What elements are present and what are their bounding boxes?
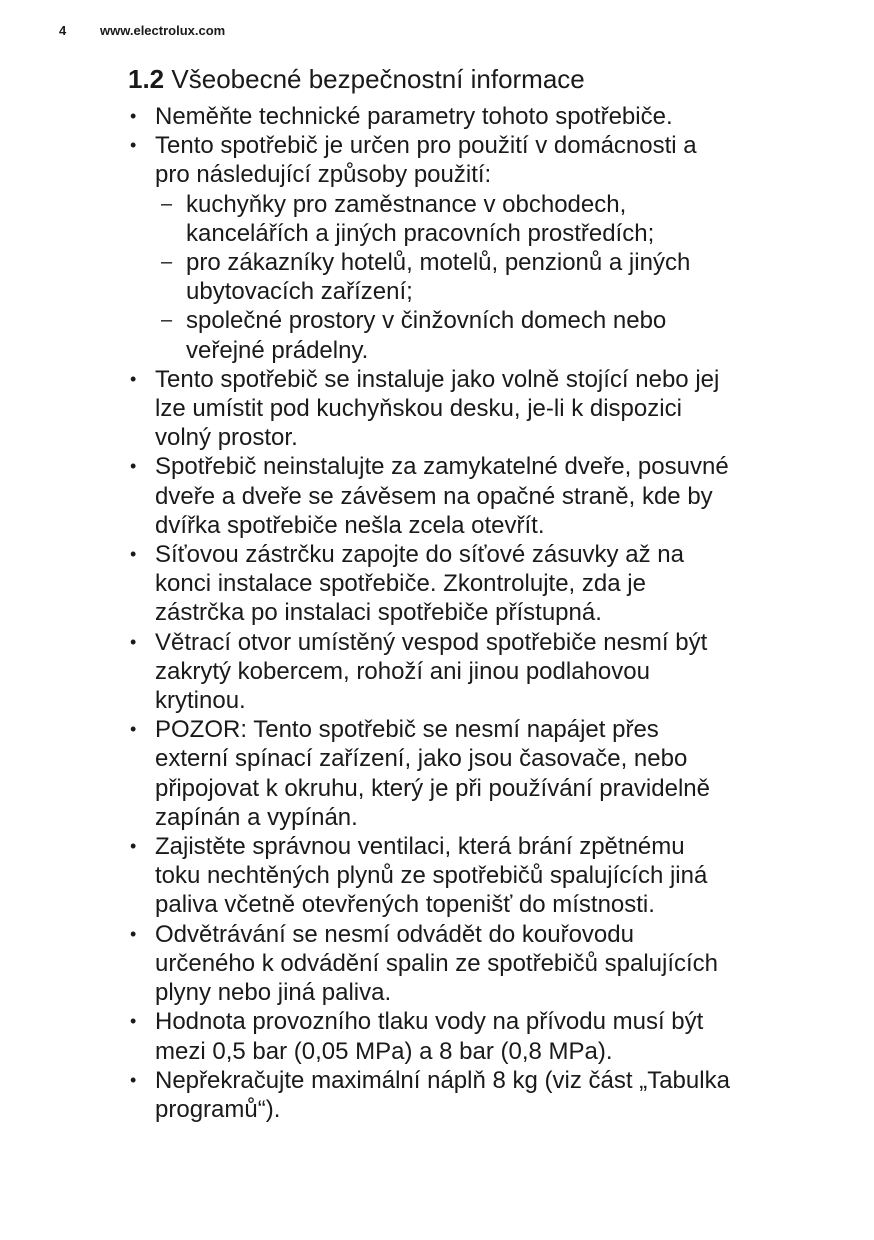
text-line: krytinou. bbox=[155, 687, 246, 715]
text-line: volný prostor. bbox=[155, 424, 298, 452]
section-heading: Všeobecné bezpečnostní informace bbox=[171, 64, 585, 94]
bullet-item bbox=[128, 131, 828, 365]
text-line: paliva včetně otevřených topenišť do místnosti. bbox=[155, 891, 655, 919]
text-line: programů“). bbox=[155, 1095, 281, 1123]
text-line: Spotřebič neinstalujte za zamykatelné dveře, posuvné bbox=[155, 453, 729, 481]
text-line: plyny nebo jiná paliva. bbox=[155, 979, 392, 1007]
bullet-item bbox=[128, 365, 828, 453]
text-line: zapínán a vypínán. bbox=[155, 803, 358, 831]
bullet-icon: • bbox=[130, 631, 137, 652]
text-line: externí spínací zařízení, jako jsou časovače, nebo bbox=[155, 745, 688, 773]
text-line: mezi 0,5 bar (0,05 MPa) a 8 bar (0,8 MPa). bbox=[155, 1037, 613, 1065]
sub-list-item bbox=[155, 190, 828, 248]
bullet-item bbox=[128, 1066, 828, 1124]
section-title bbox=[128, 62, 828, 96]
text-line: kancelářích a jiných pracovních prostředích; bbox=[186, 219, 655, 247]
dash-icon: – bbox=[161, 309, 173, 332]
safety-bullet-list bbox=[128, 102, 828, 1124]
bullet-item bbox=[128, 540, 828, 628]
text-line: pro následující způsoby použití: bbox=[155, 161, 492, 189]
text-line: Nepřekračujte maximální náplň 8 kg (viz část „Tabulka bbox=[155, 1066, 730, 1094]
section-number: 1.2 bbox=[128, 64, 165, 94]
dash-icon: – bbox=[161, 192, 173, 215]
sub-list-item bbox=[155, 248, 828, 306]
text-line: konci instalace spotřebiče. Zkontrolujte, zda je bbox=[155, 570, 646, 598]
text-line: dvířka spotřebiče nešla zcela otevřít. bbox=[155, 511, 545, 539]
bullet-icon: • bbox=[130, 456, 137, 477]
bullet-icon: • bbox=[130, 1011, 137, 1032]
bullet-item bbox=[128, 715, 828, 832]
bullet-icon: • bbox=[130, 1069, 137, 1090]
text-line: Zajistěte správnou ventilaci, která brání zpětnému bbox=[155, 833, 685, 861]
text-line: ubytovacích zařízení; bbox=[186, 278, 413, 306]
dash-icon: – bbox=[161, 251, 173, 274]
text-line: určeného k odvádění spalin ze spotřebičů spalujících bbox=[155, 949, 719, 977]
bullet-icon: • bbox=[130, 836, 137, 857]
bullet-item bbox=[128, 102, 828, 131]
text-line: Větrací otvor umístěný vespod spotřebiče nesmí být bbox=[155, 628, 708, 656]
bullet-icon: • bbox=[130, 719, 137, 740]
bullet-icon: • bbox=[130, 923, 137, 944]
bullet-item bbox=[128, 920, 828, 1008]
text-line: zakrytý kobercem, rohoží ani jinou podlahovou bbox=[155, 657, 650, 685]
sub-list-item bbox=[155, 306, 828, 364]
page-content bbox=[128, 62, 828, 1124]
bullet-item bbox=[128, 1007, 828, 1065]
bullet-icon: • bbox=[130, 135, 137, 156]
text-line: Síťovou zástrčku zapojte do síťové zásuvky až na bbox=[155, 541, 684, 569]
text-line: toku nechtěných plynů ze spotřebičů spalujících jiná bbox=[155, 862, 708, 890]
text-line: pro zákazníky hotelů, motelů, penzionů a jiných bbox=[186, 249, 691, 277]
text-line: připojovat k okruhu, který je při používání pravidelně bbox=[155, 774, 710, 802]
text-line: Odvětrávání se nesmí odvádět do kouřovodu bbox=[155, 920, 634, 948]
bullet-icon: • bbox=[130, 368, 137, 389]
text-line: zástrčka po instalaci spotřebiče přístupná. bbox=[155, 599, 602, 627]
bullet-icon: • bbox=[130, 544, 137, 565]
bullet-item bbox=[128, 832, 828, 920]
text-line: Tento spotřebič je určen pro použití v domácnosti a bbox=[155, 132, 697, 160]
bullet-icon: • bbox=[130, 106, 137, 126]
text-line: společné prostory v činžovních domech nebo bbox=[186, 307, 667, 335]
bullet-item bbox=[128, 452, 828, 540]
text-line: dveře a dveře se závěsem na opačné straně, kde by bbox=[155, 482, 713, 510]
text-line: Tento spotřebič se instaluje jako volně stojící nebo jej bbox=[155, 365, 720, 393]
text-line: veřejné prádelny. bbox=[186, 336, 369, 364]
text-line: lze umístit pod kuchyňskou desku, je-li k dispozici bbox=[155, 395, 682, 423]
page-number: 4 bbox=[59, 23, 67, 38]
text-line: POZOR: Tento spotřebič se nesmí napájet přes bbox=[155, 716, 659, 744]
text-line: Hodnota provozního tlaku vody na přívodu musí být bbox=[155, 1008, 704, 1036]
text-line: kuchyňky pro zaměstnance v obchodech, bbox=[186, 190, 627, 218]
text-line: Neměňte technické parametry tohoto spotřebiče. bbox=[155, 103, 673, 130]
website-url: www.electrolux.com bbox=[100, 23, 226, 38]
page-header bbox=[59, 21, 225, 41]
bullet-item bbox=[128, 628, 828, 716]
sub-list bbox=[155, 190, 828, 365]
